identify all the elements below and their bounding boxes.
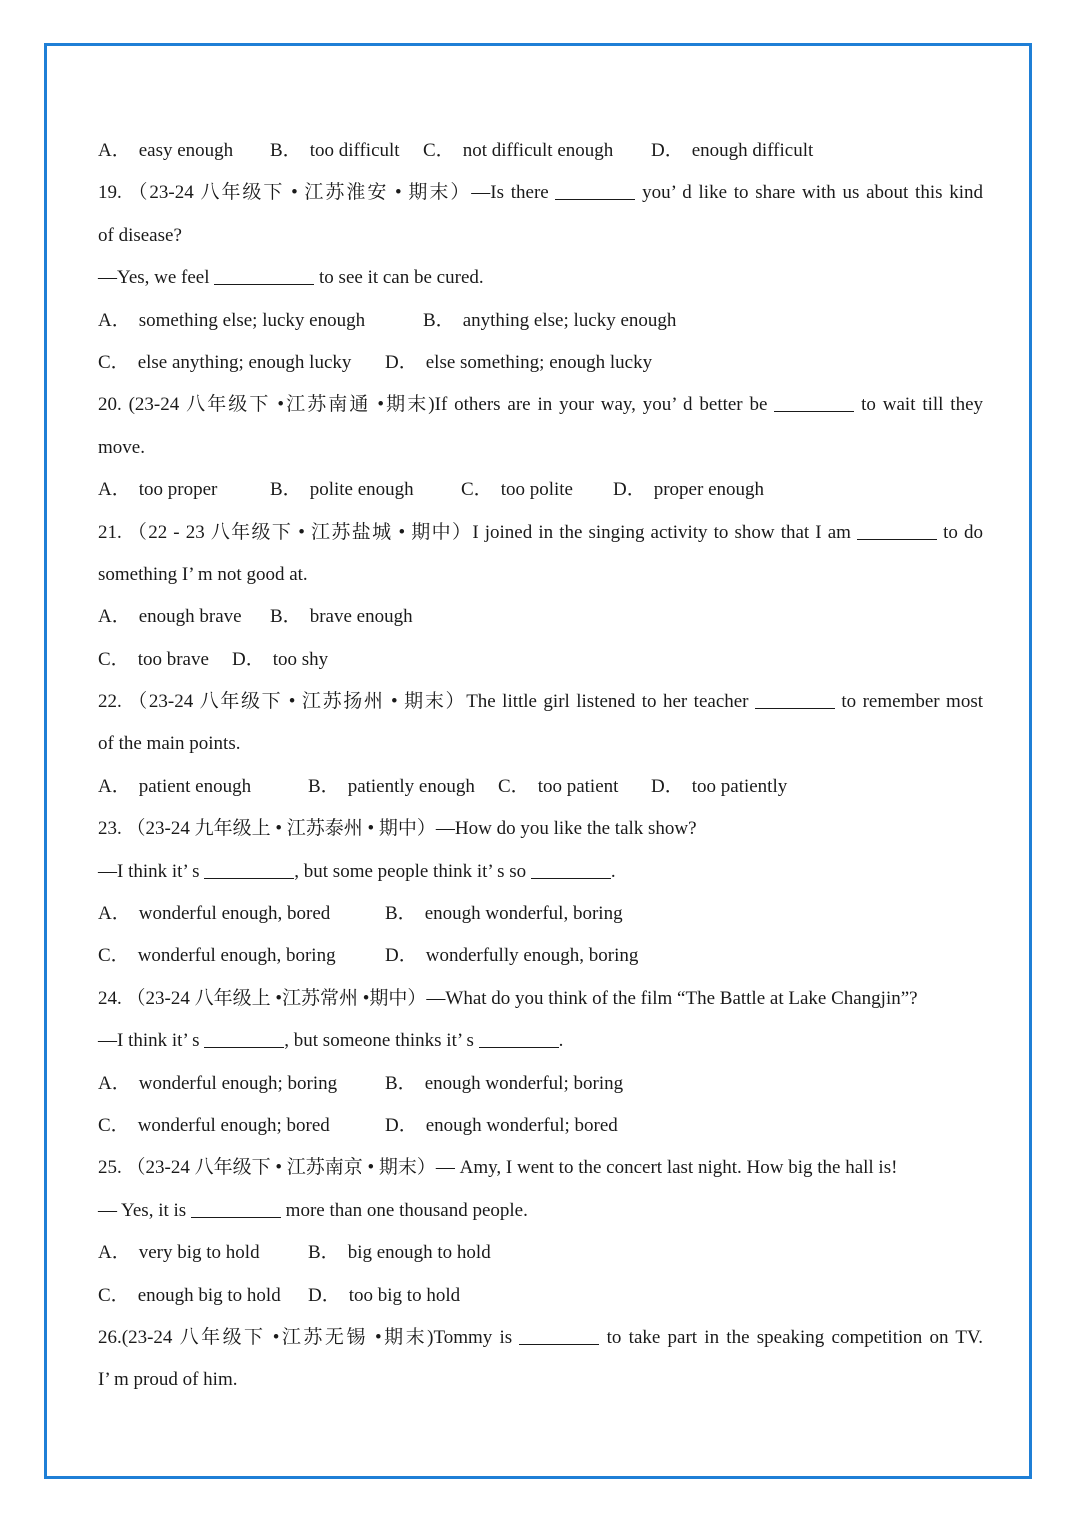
question-source: （23-24 九年级上 • 江苏泰州 • 期中） [126,818,436,840]
q24-option-b[interactable]: B． enough wonderful; boring [385,1072,624,1094]
q19-options-row2 [98,342,983,384]
q24-option-d[interactable]: D． enough wonderful; bored [385,1114,618,1136]
q19-option-b[interactable]: B． anything else; lucky enough [423,309,677,331]
question-number: 19. [98,182,122,204]
answer-blank[interactable] [531,858,611,879]
q19-option-a[interactable]: A． something else; lucky enough [98,309,366,331]
q20-option-d[interactable]: D． proper enough [613,479,765,501]
q26-stem-cont: I’ m proud of him. [98,1369,238,1391]
q21-stem-cont: something I’ m not good at. [98,563,308,585]
q24-option-a[interactable]: A． wonderful enough; boring [98,1072,338,1094]
q24-options-row2 [98,1105,983,1147]
q20-options [98,469,983,511]
q20-stem: 20. (23-24 八年级下 •江苏南通 •期末)If others are in your way, you’ d better be to wait till they [98,384,983,426]
question-source: (23-24 八年级下 •江苏南通 •期末) [128,394,435,416]
q21-option-a[interactable]: A． enough brave [98,606,242,628]
answer-blank[interactable] [204,1027,284,1048]
question-number: 24. [98,987,122,1009]
question-number: 22. [98,691,122,713]
q24-options-row1 [98,1063,983,1105]
q21-option-b[interactable]: B． brave enough [270,606,413,628]
question-number: 25. [98,1157,122,1179]
q19-stem-cont: of disease? [98,224,182,246]
q24-reply: —I think it’ s , but someone thinks it’ s . [98,1020,983,1062]
question-source: （23-24 八年级下 • 江苏南京 • 期末） [126,1157,436,1179]
q25-option-d[interactable]: D． too big to hold [308,1284,461,1306]
answer-blank[interactable] [519,1324,599,1345]
question-number: 23. [98,818,122,840]
q25-options-row1 [98,1232,983,1274]
q18-option-a[interactable]: A． easy enough [98,140,234,161]
q25-options-row2 [98,1275,983,1317]
q24-option-c[interactable]: C． wonderful enough; bored [98,1114,330,1136]
q24-stem: 24. （23-24 八年级上 •江苏常州 •期中）—What do you think of the film “The Battle at Lake Changjin”? [98,987,918,1009]
q22-option-a[interactable]: A． patient enough [98,775,252,797]
question-number: 26. [98,1326,122,1348]
q22-options [98,766,983,808]
q19-options-row1 [98,300,983,342]
question-source: （23-24 八年级上 •江苏常州 •期中） [126,987,427,1009]
q23-options-row1 [98,893,983,935]
q25-stem: 25. （23-24 八年级下 • 江苏南京 • 期末）— Amy, I went to the concert last night. How big the hall is! [98,1157,898,1179]
q21-stem: 21. （22 - 23 八年级下 • 江苏盐城 • 期中）I joined in the singing activity to show that I am to do [98,512,983,554]
q22-option-b[interactable]: B． patiently enough [308,775,475,797]
q18-option-c[interactable]: C． not difficult enough [423,140,614,161]
question-source: (23-24 八年级下 •江苏无锡 •期末) [121,1326,434,1348]
q20-option-a[interactable]: A． too proper [98,479,218,501]
answer-blank[interactable] [555,179,635,200]
q22-option-c[interactable]: C． too patient [498,775,619,797]
q21-option-c[interactable]: C． too brave [98,648,209,670]
question-number: 21. [98,521,122,543]
question-source: （23-24 八年级下 • 江苏扬州 • 期末） [128,691,467,713]
q23-option-d[interactable]: D． wonderfully enough, boring [385,945,639,967]
question-number: 20. [98,394,122,416]
question-list [98,130,983,1402]
q26-stem: 26.(23-24 八年级下 •江苏无锡 •期末)Tommy is to take part in the speaking competition on TV. [98,1317,983,1359]
q25-reply: — Yes, it is more than one thousand people. [98,1190,983,1232]
q22-stem: 22. （23-24 八年级下 • 江苏扬州 • 期末）The little girl listened to her teacher to remember most [98,681,983,723]
q20-option-b[interactable]: B． polite enough [270,479,414,501]
answer-blank[interactable] [774,391,854,412]
answer-blank[interactable] [479,1027,559,1048]
q19-option-d[interactable]: D． else something; enough lucky [385,351,653,373]
q25-option-c[interactable]: C． enough big to hold [98,1284,281,1306]
q18-options [98,130,983,172]
answer-blank[interactable] [214,264,314,285]
q20-option-c[interactable]: C． too polite [461,479,573,501]
q22-option-d[interactable]: D． too patiently [651,775,788,797]
q23-reply: —I think it’ s , but some people think it’ s so . [98,851,983,893]
question-source: （22 - 23 八年级下 • 江苏盐城 • 期中） [127,521,473,543]
q19-stem: 19. （23-24 八年级下 • 江苏淮安 • 期末）—Is there you’ d like to share with us about this kind [98,172,983,214]
q21-options-row2 [98,639,983,681]
q25-option-b[interactable]: B． big enough to hold [308,1242,491,1264]
answer-blank[interactable] [755,688,835,709]
q19-option-c[interactable]: C． else anything; enough lucky [98,351,352,373]
q23-options-row2 [98,935,983,977]
q21-option-d[interactable]: D． too shy [232,648,329,670]
q23-option-a[interactable]: A． wonderful enough, bored [98,903,331,925]
q23-option-b[interactable]: B． enough wonderful, boring [385,903,623,925]
q20-stem-cont: move. [98,436,145,458]
q22-stem-cont: of the main points. [98,733,241,755]
q25-option-a[interactable]: A． very big to hold [98,1242,260,1264]
q23-stem: 23. （23-24 九年级上 • 江苏泰州 • 期中）—How do you like the talk show? [98,818,697,840]
answer-blank[interactable] [204,858,294,879]
q18-option-b[interactable]: B． too difficult [270,140,400,161]
answer-blank[interactable] [191,1197,281,1218]
question-source: （23-24 八年级下 • 江苏淮安 • 期末） [128,182,472,204]
q19-reply: —Yes, we feel to see it can be cured. [98,257,983,299]
answer-blank[interactable] [857,519,937,540]
q21-options-row1 [98,596,983,638]
q23-option-c[interactable]: C． wonderful enough, boring [98,945,336,967]
q18-option-d[interactable]: D． enough difficult [651,140,814,161]
